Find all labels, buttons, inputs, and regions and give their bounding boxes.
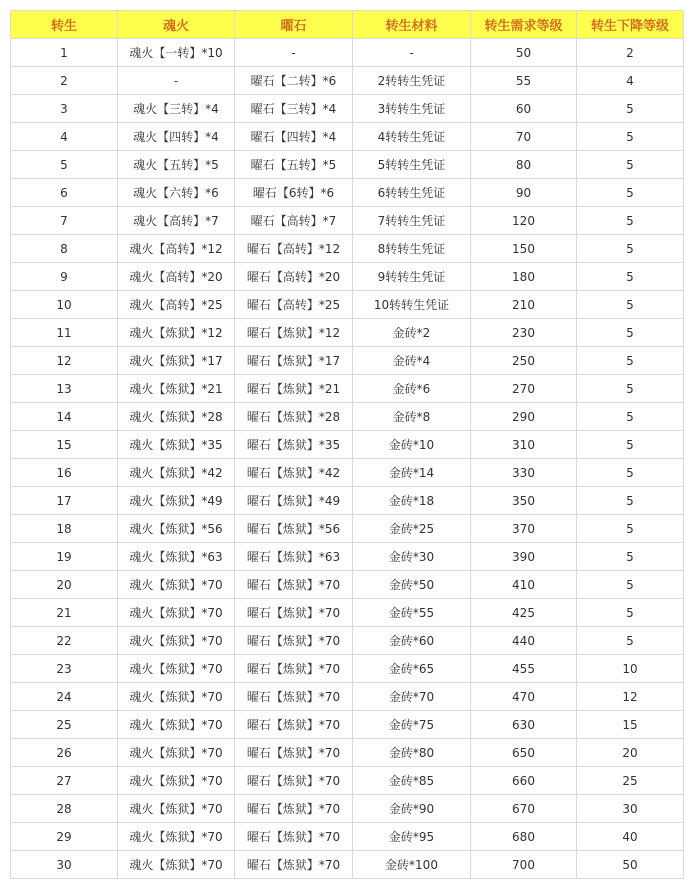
cell-rebirth: 30 [11, 851, 118, 879]
cell-material: 金砖*50 [353, 571, 471, 599]
cell-soul-fire: 魂火【炼狱】*49 [118, 487, 235, 515]
cell-material: - [353, 39, 471, 67]
cell-required-level: 455 [471, 655, 577, 683]
table-row [11, 655, 684, 683]
cell-material: 金砖*75 [353, 711, 471, 739]
cell-obsidian: 曜石【炼狱】*35 [235, 431, 353, 459]
cell-material: 金砖*65 [353, 655, 471, 683]
table-row [11, 851, 684, 879]
cell-obsidian: 曜石【炼狱】*49 [235, 487, 353, 515]
cell-obsidian: 曜石【炼狱】*56 [235, 515, 353, 543]
cell-obsidian: 曜石【6转】*6 [235, 179, 353, 207]
cell-obsidian: 曜石【炼狱】*70 [235, 711, 353, 739]
cell-required-level: 150 [471, 235, 577, 263]
cell-obsidian: 曜石【炼狱】*63 [235, 543, 353, 571]
cell-rebirth: 4 [11, 123, 118, 151]
cell-obsidian: 曜石【高转】*25 [235, 291, 353, 319]
cell-rebirth: 23 [11, 655, 118, 683]
table-row [11, 347, 684, 375]
rebirth-table-container [10, 10, 683, 879]
cell-soul-fire: 魂火【炼狱】*56 [118, 515, 235, 543]
cell-rebirth: 9 [11, 263, 118, 291]
cell-soul-fire: 魂火【炼狱】*28 [118, 403, 235, 431]
cell-material: 金砖*6 [353, 375, 471, 403]
cell-rebirth: 10 [11, 291, 118, 319]
cell-required-level: 470 [471, 683, 577, 711]
cell-material: 8转转生凭证 [353, 235, 471, 263]
cell-soul-fire: 魂火【高转】*12 [118, 235, 235, 263]
header-soul-fire: 魂火 [118, 11, 235, 39]
cell-rebirth: 29 [11, 823, 118, 851]
table-row [11, 123, 684, 151]
cell-material: 3转转生凭证 [353, 95, 471, 123]
cell-obsidian: 曜石【五转】*5 [235, 151, 353, 179]
cell-soul-fire: 魂火【炼狱】*21 [118, 375, 235, 403]
cell-rebirth: 7 [11, 207, 118, 235]
cell-level-drop: 5 [577, 403, 684, 431]
table-row [11, 459, 684, 487]
cell-level-drop: 5 [577, 123, 684, 151]
cell-level-drop: 5 [577, 515, 684, 543]
cell-level-drop: 15 [577, 711, 684, 739]
header-obsidian: 曜石 [235, 11, 353, 39]
table-row [11, 823, 684, 851]
cell-rebirth: 20 [11, 571, 118, 599]
cell-rebirth: 26 [11, 739, 118, 767]
cell-level-drop: 50 [577, 851, 684, 879]
cell-soul-fire: 魂火【炼狱】*70 [118, 599, 235, 627]
cell-level-drop: 5 [577, 543, 684, 571]
cell-rebirth: 12 [11, 347, 118, 375]
cell-obsidian: 曜石【三转】*4 [235, 95, 353, 123]
cell-required-level: 120 [471, 207, 577, 235]
cell-required-level: 390 [471, 543, 577, 571]
cell-soul-fire: 魂火【炼狱】*42 [118, 459, 235, 487]
cell-obsidian: 曜石【炼狱】*70 [235, 823, 353, 851]
cell-soul-fire: 魂火【高转】*7 [118, 207, 235, 235]
cell-soul-fire: 魂火【炼狱】*70 [118, 627, 235, 655]
cell-soul-fire: 魂火【炼狱】*70 [118, 851, 235, 879]
cell-required-level: 370 [471, 515, 577, 543]
cell-required-level: 250 [471, 347, 577, 375]
cell-soul-fire: 魂火【炼狱】*12 [118, 319, 235, 347]
cell-obsidian: 曜石【四转】*4 [235, 123, 353, 151]
cell-obsidian: 曜石【炼狱】*70 [235, 767, 353, 795]
cell-required-level: 440 [471, 627, 577, 655]
cell-soul-fire: 魂火【炼狱】*70 [118, 571, 235, 599]
cell-material: 10转转生凭证 [353, 291, 471, 319]
cell-obsidian: 曜石【炼狱】*70 [235, 739, 353, 767]
cell-material: 金砖*85 [353, 767, 471, 795]
cell-level-drop: 10 [577, 655, 684, 683]
cell-level-drop: 5 [577, 599, 684, 627]
cell-soul-fire: 魂火【四转】*4 [118, 123, 235, 151]
table-row [11, 599, 684, 627]
cell-level-drop: 5 [577, 207, 684, 235]
cell-obsidian: 曜石【炼狱】*17 [235, 347, 353, 375]
cell-obsidian: 曜石【炼狱】*70 [235, 683, 353, 711]
cell-required-level: 650 [471, 739, 577, 767]
cell-obsidian: 曜石【高转】*12 [235, 235, 353, 263]
cell-rebirth: 21 [11, 599, 118, 627]
cell-level-drop: 5 [577, 627, 684, 655]
cell-level-drop: 5 [577, 263, 684, 291]
cell-rebirth: 14 [11, 403, 118, 431]
cell-material: 4转转生凭证 [353, 123, 471, 151]
table-row [11, 67, 684, 95]
cell-required-level: 230 [471, 319, 577, 347]
table-row [11, 39, 684, 67]
cell-rebirth: 13 [11, 375, 118, 403]
cell-material: 金砖*55 [353, 599, 471, 627]
cell-level-drop: 5 [577, 431, 684, 459]
cell-material: 2转转生凭证 [353, 67, 471, 95]
cell-required-level: 630 [471, 711, 577, 739]
cell-rebirth: 16 [11, 459, 118, 487]
cell-material: 9转转生凭证 [353, 263, 471, 291]
header-required-level: 转生需求等级 [471, 11, 577, 39]
cell-rebirth: 6 [11, 179, 118, 207]
cell-obsidian: - [235, 39, 353, 67]
cell-level-drop: 5 [577, 179, 684, 207]
cell-rebirth: 22 [11, 627, 118, 655]
cell-obsidian: 曜石【炼狱】*70 [235, 795, 353, 823]
cell-level-drop: 30 [577, 795, 684, 823]
cell-required-level: 60 [471, 95, 577, 123]
cell-required-level: 55 [471, 67, 577, 95]
cell-soul-fire: 魂火【炼狱】*70 [118, 683, 235, 711]
cell-soul-fire: 魂火【炼狱】*70 [118, 795, 235, 823]
rebirth-table [10, 10, 684, 879]
cell-obsidian: 曜石【炼狱】*70 [235, 851, 353, 879]
cell-soul-fire: 魂火【炼狱】*70 [118, 823, 235, 851]
cell-required-level: 660 [471, 767, 577, 795]
cell-rebirth: 5 [11, 151, 118, 179]
cell-obsidian: 曜石【炼狱】*42 [235, 459, 353, 487]
cell-material: 金砖*18 [353, 487, 471, 515]
table-row [11, 207, 684, 235]
cell-level-drop: 5 [577, 151, 684, 179]
header-row [11, 11, 684, 39]
cell-material: 金砖*90 [353, 795, 471, 823]
cell-rebirth: 1 [11, 39, 118, 67]
cell-obsidian: 曜石【炼狱】*70 [235, 599, 353, 627]
cell-soul-fire: 魂火【炼狱】*63 [118, 543, 235, 571]
cell-level-drop: 40 [577, 823, 684, 851]
cell-material: 7转转生凭证 [353, 207, 471, 235]
cell-material: 金砖*8 [353, 403, 471, 431]
table-body [11, 39, 684, 879]
cell-level-drop: 2 [577, 39, 684, 67]
cell-material: 金砖*30 [353, 543, 471, 571]
cell-obsidian: 曜石【高转】*7 [235, 207, 353, 235]
cell-rebirth: 25 [11, 711, 118, 739]
cell-material: 金砖*60 [353, 627, 471, 655]
cell-rebirth: 24 [11, 683, 118, 711]
cell-level-drop: 5 [577, 95, 684, 123]
header-rebirth-material: 转生材料 [353, 11, 471, 39]
cell-material: 金砖*100 [353, 851, 471, 879]
cell-obsidian: 曜石【炼狱】*70 [235, 655, 353, 683]
cell-required-level: 700 [471, 851, 577, 879]
cell-obsidian: 曜石【炼狱】*12 [235, 319, 353, 347]
cell-material: 金砖*2 [353, 319, 471, 347]
table-row [11, 375, 684, 403]
cell-rebirth: 8 [11, 235, 118, 263]
cell-material: 金砖*80 [353, 739, 471, 767]
cell-level-drop: 25 [577, 767, 684, 795]
header-level-drop: 转生下降等级 [577, 11, 684, 39]
cell-level-drop: 5 [577, 571, 684, 599]
cell-level-drop: 5 [577, 347, 684, 375]
cell-material: 金砖*25 [353, 515, 471, 543]
cell-material: 金砖*4 [353, 347, 471, 375]
table-row [11, 151, 684, 179]
cell-required-level: 350 [471, 487, 577, 515]
cell-required-level: 425 [471, 599, 577, 627]
cell-required-level: 290 [471, 403, 577, 431]
cell-rebirth: 27 [11, 767, 118, 795]
cell-required-level: 180 [471, 263, 577, 291]
table-row [11, 571, 684, 599]
table-row [11, 543, 684, 571]
cell-material: 金砖*95 [353, 823, 471, 851]
cell-material: 金砖*70 [353, 683, 471, 711]
cell-required-level: 70 [471, 123, 577, 151]
cell-soul-fire: 魂火【高转】*20 [118, 263, 235, 291]
cell-level-drop: 4 [577, 67, 684, 95]
table-row [11, 179, 684, 207]
cell-soul-fire: 魂火【炼狱】*70 [118, 767, 235, 795]
cell-material: 金砖*14 [353, 459, 471, 487]
table-row [11, 627, 684, 655]
cell-rebirth: 3 [11, 95, 118, 123]
cell-required-level: 310 [471, 431, 577, 459]
cell-obsidian: 曜石【炼狱】*28 [235, 403, 353, 431]
cell-soul-fire: 魂火【炼狱】*70 [118, 711, 235, 739]
cell-soul-fire: - [118, 67, 235, 95]
cell-material: 6转转生凭证 [353, 179, 471, 207]
cell-required-level: 670 [471, 795, 577, 823]
table-row [11, 403, 684, 431]
table-row [11, 291, 684, 319]
cell-material: 5转转生凭证 [353, 151, 471, 179]
cell-soul-fire: 魂火【一转】*10 [118, 39, 235, 67]
cell-required-level: 270 [471, 375, 577, 403]
cell-level-drop: 5 [577, 487, 684, 515]
cell-soul-fire: 魂火【五转】*5 [118, 151, 235, 179]
cell-required-level: 50 [471, 39, 577, 67]
cell-level-drop: 5 [577, 291, 684, 319]
cell-level-drop: 5 [577, 459, 684, 487]
cell-required-level: 680 [471, 823, 577, 851]
cell-obsidian: 曜石【炼狱】*70 [235, 571, 353, 599]
table-row [11, 319, 684, 347]
cell-level-drop: 20 [577, 739, 684, 767]
cell-level-drop: 12 [577, 683, 684, 711]
table-row [11, 95, 684, 123]
cell-soul-fire: 魂火【炼狱】*70 [118, 739, 235, 767]
cell-obsidian: 曜石【二转】*6 [235, 67, 353, 95]
table-row [11, 795, 684, 823]
cell-rebirth: 11 [11, 319, 118, 347]
cell-obsidian: 曜石【炼狱】*70 [235, 627, 353, 655]
cell-rebirth: 17 [11, 487, 118, 515]
cell-level-drop: 5 [577, 375, 684, 403]
cell-obsidian: 曜石【高转】*20 [235, 263, 353, 291]
cell-soul-fire: 魂火【炼狱】*70 [118, 655, 235, 683]
cell-rebirth: 2 [11, 67, 118, 95]
cell-soul-fire: 魂火【高转】*25 [118, 291, 235, 319]
cell-soul-fire: 魂火【六转】*6 [118, 179, 235, 207]
table-row [11, 431, 684, 459]
table-row [11, 683, 684, 711]
cell-soul-fire: 魂火【炼狱】*17 [118, 347, 235, 375]
cell-soul-fire: 魂火【三转】*4 [118, 95, 235, 123]
cell-required-level: 330 [471, 459, 577, 487]
header-rebirth: 转生 [11, 11, 118, 39]
cell-rebirth: 15 [11, 431, 118, 459]
table-row [11, 711, 684, 739]
cell-required-level: 90 [471, 179, 577, 207]
table-row [11, 263, 684, 291]
cell-material: 金砖*10 [353, 431, 471, 459]
table-row [11, 487, 684, 515]
cell-level-drop: 5 [577, 235, 684, 263]
cell-level-drop: 5 [577, 319, 684, 347]
table-row [11, 235, 684, 263]
cell-obsidian: 曜石【炼狱】*21 [235, 375, 353, 403]
table-row [11, 739, 684, 767]
table-row [11, 767, 684, 795]
cell-rebirth: 18 [11, 515, 118, 543]
cell-required-level: 410 [471, 571, 577, 599]
cell-soul-fire: 魂火【炼狱】*35 [118, 431, 235, 459]
cell-rebirth: 19 [11, 543, 118, 571]
cell-rebirth: 28 [11, 795, 118, 823]
table-row [11, 515, 684, 543]
cell-required-level: 210 [471, 291, 577, 319]
cell-required-level: 80 [471, 151, 577, 179]
